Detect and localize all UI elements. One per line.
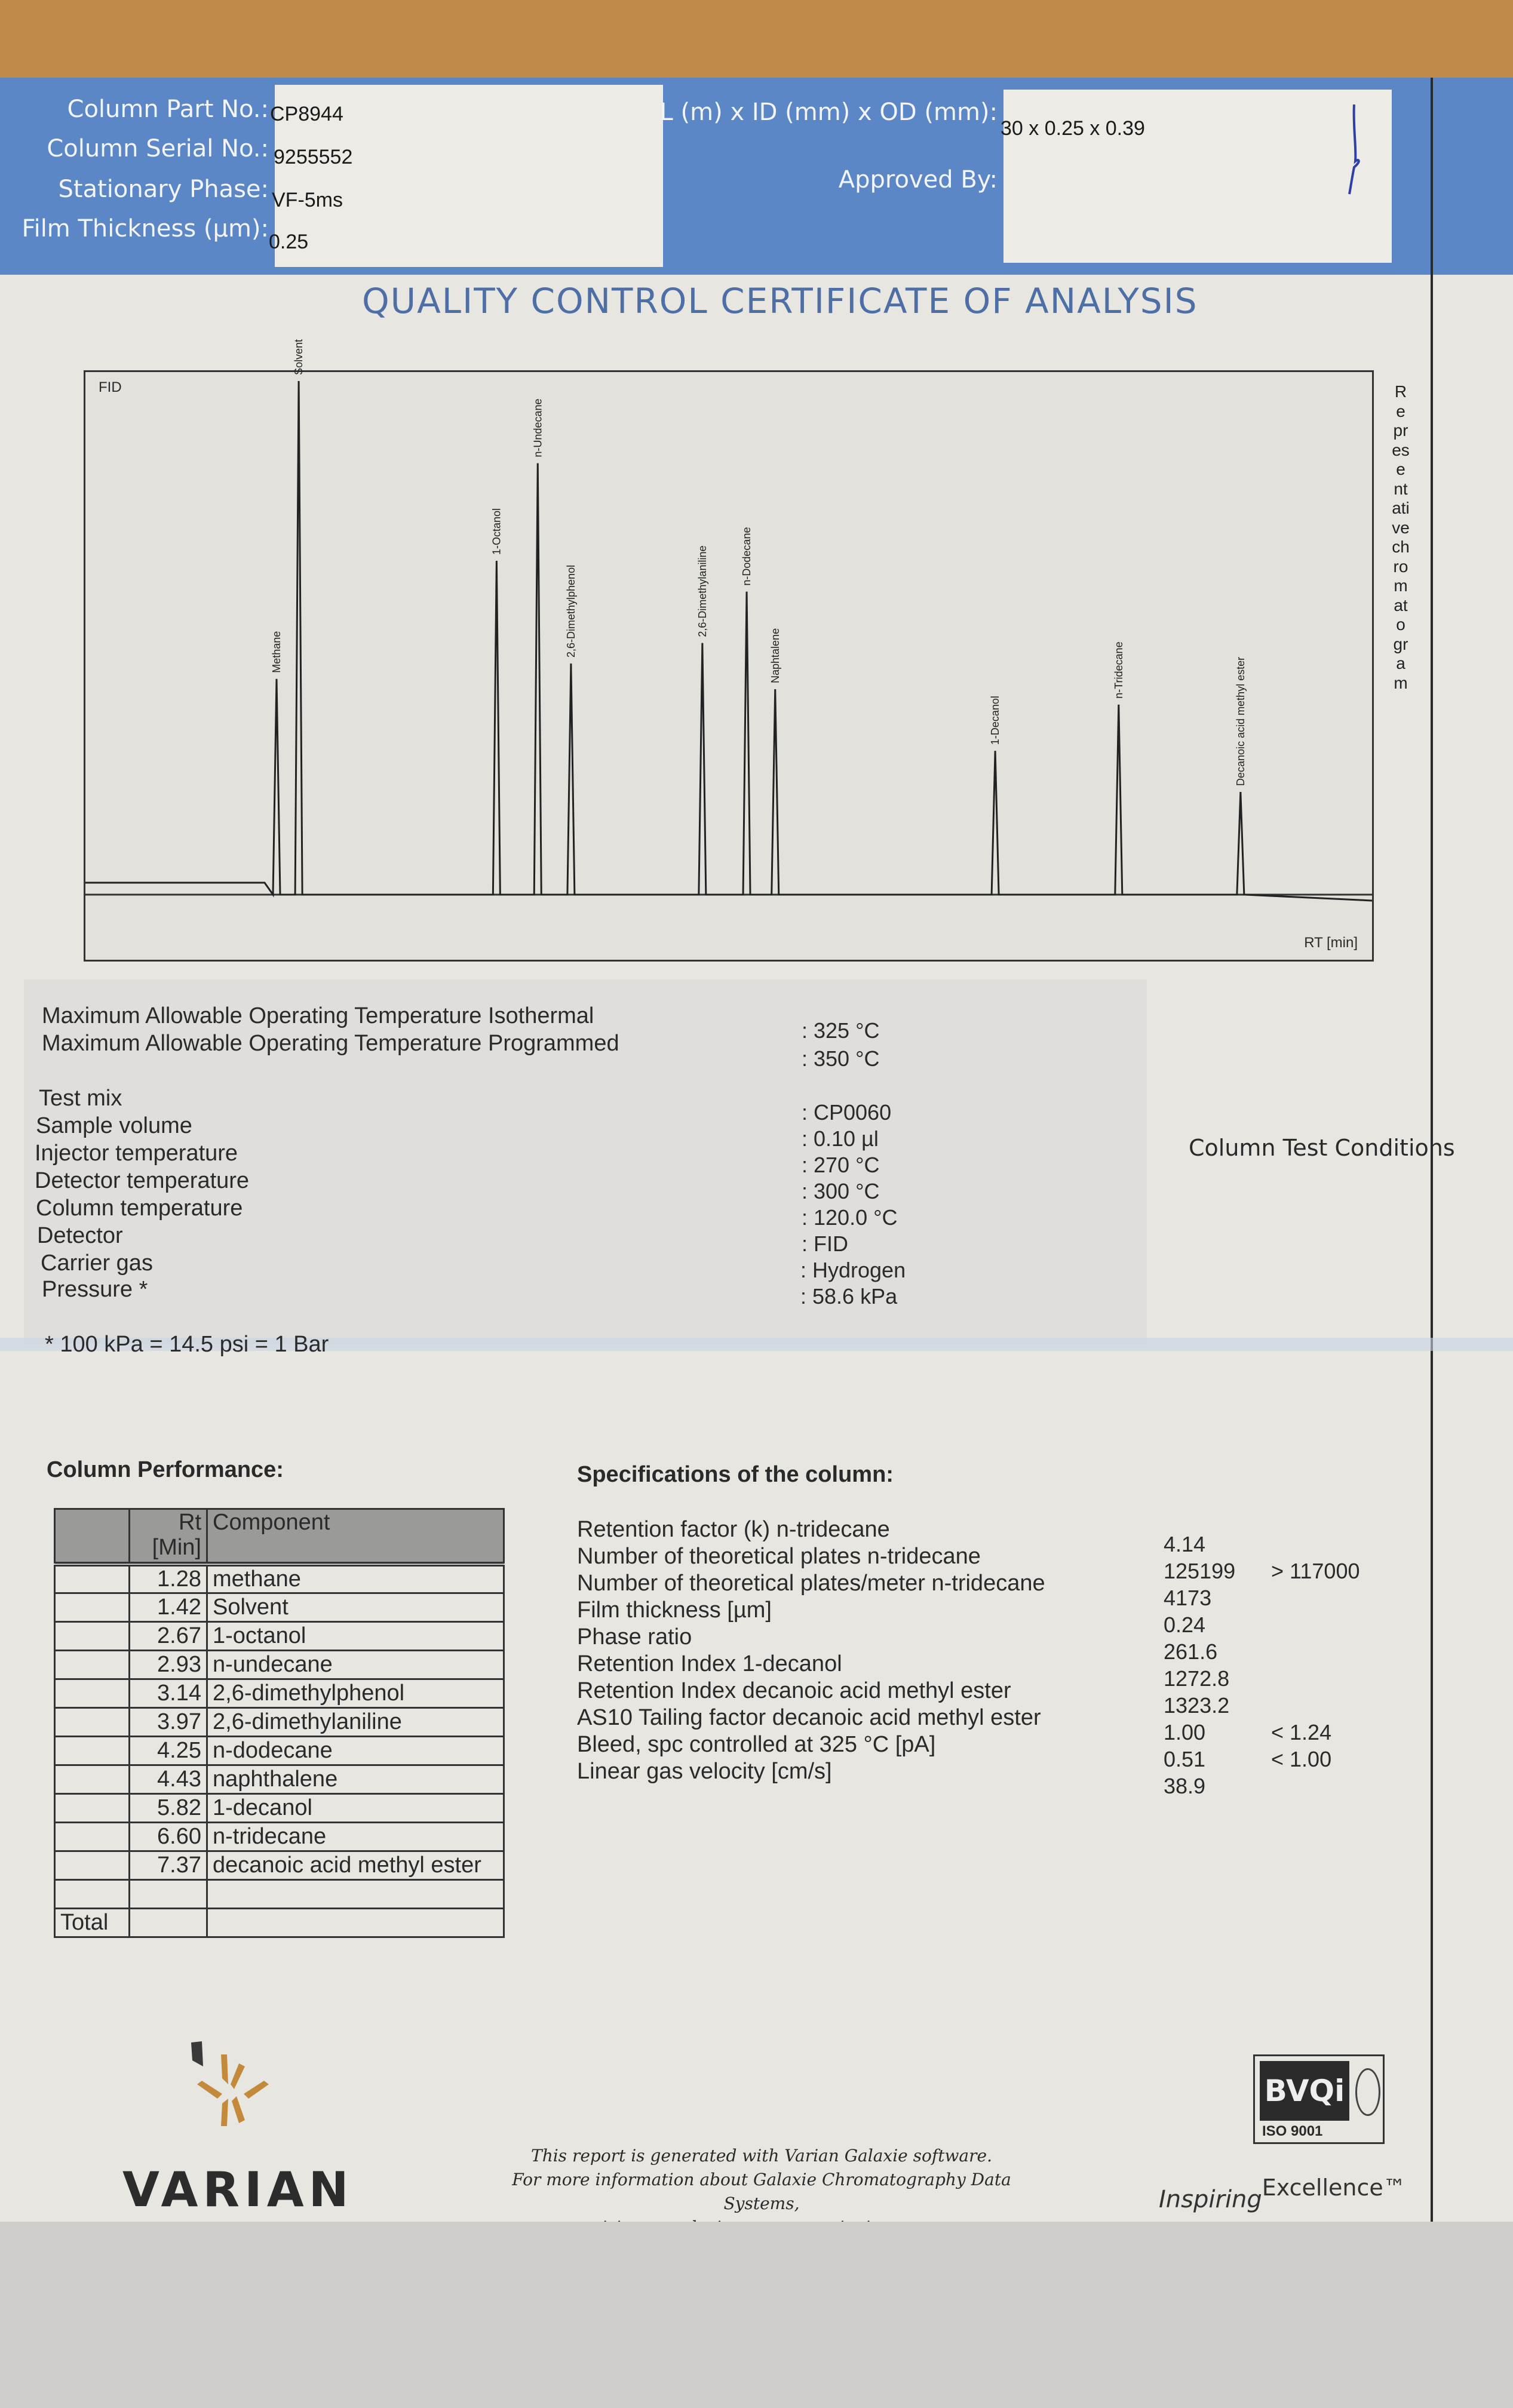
svg-text:n-Undecane: n-Undecane [532, 398, 544, 457]
spec-value: 1.00 [1164, 1720, 1206, 1744]
table-row [55, 1822, 504, 1851]
table-row [55, 1564, 504, 1593]
spec-limit: < 1.24 [1271, 1720, 1332, 1744]
test-value: : 58.6 kPa [800, 1284, 898, 1309]
rt-cell: 1.42 [130, 1593, 207, 1621]
limit-value: : 350 °C [802, 1046, 880, 1071]
test-value: : CP0060 [802, 1100, 892, 1125]
chromatogram-plot [85, 339, 1372, 960]
svg-text:2,6-Dimethylaniline: 2,6-Dimethylaniline [696, 545, 708, 637]
spec-label: Film thickness [µm] [577, 1598, 772, 1623]
column-performance-table [54, 1508, 505, 1938]
iso-certification-badge [1253, 2054, 1385, 2144]
row-index-cell [55, 1822, 130, 1851]
svg-text:1-Octanol: 1-Octanol [490, 508, 503, 555]
spec-value: 1272.8 [1164, 1666, 1230, 1691]
approved-by-label: Approved By: [838, 166, 998, 194]
component-cell: n-tridecane [207, 1822, 504, 1851]
pressure-footnote: * 100 kPa = 14.5 psi = 1 Bar [45, 1332, 329, 1357]
rt-cell: 2.93 [130, 1650, 207, 1679]
test-value: : FID [802, 1231, 848, 1256]
row-index-cell [55, 1650, 130, 1679]
spec-label: Linear gas velocity [cm/s] [577, 1759, 832, 1784]
table-row [55, 1793, 504, 1822]
test-value: : 300 °C [802, 1179, 880, 1203]
tagline-excellence: Excellence™ [1262, 2174, 1406, 2201]
test-label: Pressure * [42, 1277, 148, 1302]
component-cell [207, 1908, 504, 1937]
row-index-cell [55, 1736, 130, 1765]
component-cell: 2,6-dimethylphenol [207, 1679, 504, 1707]
total-row [55, 1908, 504, 1937]
bvqi-mark: BVQi [1260, 2061, 1349, 2121]
table-row [55, 1707, 504, 1736]
svg-text:1-Decanol: 1-Decanol [989, 696, 1002, 745]
test-label: Sample volume [36, 1113, 192, 1138]
spec-value: 4.14 [1164, 1532, 1206, 1556]
component-cell: n-dodecane [207, 1736, 504, 1765]
component-cell: methane [207, 1564, 504, 1593]
test-value: : 0.10 µl [802, 1126, 879, 1151]
component-cell: 1-decanol [207, 1793, 504, 1822]
row-index-cell [55, 1707, 130, 1736]
chromatogram-side-title: Representative chromatogram [1392, 382, 1410, 692]
component-cell: 1-octanol [207, 1621, 504, 1650]
footer-line-1: This report is generated with Varian Galaxie software. [531, 2146, 992, 2166]
test-label: Injector temperature [35, 1141, 238, 1166]
rt-cell: 3.97 [130, 1707, 207, 1736]
spec-label: Retention Index 1-decanol [577, 1651, 842, 1676]
approval-box [1003, 90, 1392, 263]
table-row [55, 1879, 504, 1908]
column-test-conditions-title: Column Test Conditions [1189, 1135, 1455, 1161]
tagline [1159, 2174, 1406, 2213]
chromatogram [84, 339, 1374, 962]
tagline-inspiring: Inspiring [1159, 2186, 1262, 2213]
row-index-cell [55, 1879, 130, 1908]
svg-text:Methane: Methane [271, 631, 283, 673]
row-index-cell [55, 1564, 130, 1593]
row-index-cell [55, 1679, 130, 1707]
spec-label: AS10 Tailing factor decanoic acid methyl ester [577, 1705, 1041, 1730]
test-label: Detector [37, 1223, 123, 1248]
spec-value: 38.9 [1164, 1774, 1206, 1798]
spec-label: Number of theoretical plates/meter n-tridecane [577, 1571, 1045, 1596]
serial-no-value: 9255552 [274, 146, 353, 168]
x-axis-label: RT [min] [1304, 935, 1358, 951]
limit-label: Maximum Allowable Operating Temperature Programmed [42, 1031, 619, 1056]
component-cell: naphthalene [207, 1765, 504, 1793]
rt-cell: 1.28 [130, 1564, 207, 1593]
total-label: Total [55, 1908, 130, 1937]
spec-limit: < 1.00 [1271, 1747, 1332, 1771]
rt-cell: 4.43 [130, 1765, 207, 1793]
dimensions-value: 30 x 0.25 x 0.39 [1001, 117, 1145, 140]
table-row [55, 1679, 504, 1707]
page-title: QUALITY CONTROL CERTIFICATE OF ANALYSIS [362, 281, 1198, 321]
test-value: : Hydrogen [800, 1258, 906, 1282]
spec-value: 0.24 [1164, 1612, 1206, 1637]
part-no-value: CP8944 [270, 103, 343, 125]
test-value: : 270 °C [802, 1153, 880, 1177]
table-row [55, 1650, 504, 1679]
film-thickness-value: 0.25 [269, 231, 309, 253]
spec-label: Bleed, spc controlled at 325 °C [pA] [577, 1732, 936, 1757]
row-index-cell [55, 1793, 130, 1822]
spec-value: 0.51 [1164, 1747, 1206, 1771]
spec-label: Number of theoretical plates n-tridecane [577, 1544, 981, 1569]
rt-cell [130, 1879, 207, 1908]
svg-text:2,6-Dimethylphenol: 2,6-Dimethylphenol [564, 564, 577, 658]
limit-label: Maximum Allowable Operating Temperature Isothermal [42, 1003, 594, 1028]
rt-header: Rt [Min] [130, 1509, 207, 1564]
rt-cell: 3.14 [130, 1679, 207, 1707]
serial-no-label: Column Serial No.: [47, 135, 269, 162]
rt-cell [130, 1908, 207, 1937]
part-no-label: Column Part No.: [67, 96, 269, 123]
spec-value: 1323.2 [1164, 1693, 1230, 1718]
table-row [55, 1593, 504, 1621]
svg-text:Naphtalene: Naphtalene [769, 628, 781, 683]
svg-text:n-Dodecane: n-Dodecane [741, 527, 753, 586]
component-cell: decanoic acid methyl ester [207, 1851, 504, 1879]
dimensions-label: L (m) x ID (mm) x OD (mm): [659, 99, 998, 126]
rt-cell: 5.82 [130, 1793, 207, 1822]
spec-value: 261.6 [1164, 1639, 1218, 1664]
varian-brand-text: VARIAN [122, 2162, 354, 2217]
component-cell: n-undecane [207, 1650, 504, 1679]
film-thickness-label: Film Thickness (µm): [22, 215, 269, 242]
table-row [55, 1621, 504, 1650]
rt-cell: 4.25 [130, 1736, 207, 1765]
table-row [55, 1851, 504, 1879]
test-label: Detector temperature [35, 1168, 250, 1193]
svg-text:Decanoic acid methyl ester: Decanoic acid methyl ester [1234, 656, 1247, 786]
test-label: Carrier gas [41, 1251, 153, 1276]
row-index-cell [55, 1621, 130, 1650]
component-cell: Solvent [207, 1593, 504, 1621]
signature-icon [1341, 102, 1365, 197]
test-label: Test mix [39, 1086, 122, 1111]
iso-label: ISO 9001 [1262, 2123, 1323, 2139]
stationary-phase-label: Stationary Phase: [58, 176, 269, 203]
footer-line-2: For more information about Galaxie Chromatography Data Systems, [512, 2170, 1011, 2213]
spec-limit: > 117000 [1271, 1559, 1360, 1583]
rt-cell: 7.37 [130, 1851, 207, 1879]
svg-text:n-Tridecane: n-Tridecane [1112, 641, 1125, 699]
varian-logo-icon [179, 2037, 287, 2144]
svg-text:Solvent: Solvent [293, 339, 305, 375]
specifications-title: Specifications of the column: [577, 1462, 894, 1487]
row-index-cell [55, 1765, 130, 1793]
spec-label: Retention factor (k) n-tridecane [577, 1517, 890, 1542]
rt-cell: 2.67 [130, 1621, 207, 1650]
stationary-phase-value: VF-5ms [272, 189, 343, 211]
table-row [55, 1736, 504, 1765]
top-orange-band [0, 0, 1513, 84]
index-header [55, 1509, 130, 1564]
row-index-cell [55, 1593, 130, 1621]
table-row [55, 1765, 504, 1793]
spec-label: Retention Index decanoic acid methyl ester [577, 1678, 1011, 1703]
accreditation-seal-icon [1355, 2068, 1380, 2116]
limit-value: : 325 °C [802, 1018, 880, 1043]
component-header: Component [207, 1509, 504, 1564]
component-cell [207, 1879, 504, 1908]
test-label: Column temperature [36, 1196, 243, 1221]
column-performance-title: Column Performance: [47, 1457, 284, 1482]
rt-cell: 6.60 [130, 1822, 207, 1851]
spec-value: 125199 [1164, 1559, 1236, 1583]
component-cell: 2,6-dimethylaniline [207, 1707, 504, 1736]
background-surface [0, 2222, 1513, 2408]
row-index-cell [55, 1851, 130, 1879]
test-value: : 120.0 °C [802, 1205, 898, 1230]
spec-value: 4173 [1164, 1586, 1212, 1610]
spec-label: Phase ratio [577, 1624, 692, 1650]
y-axis-label: FID [99, 379, 122, 395]
